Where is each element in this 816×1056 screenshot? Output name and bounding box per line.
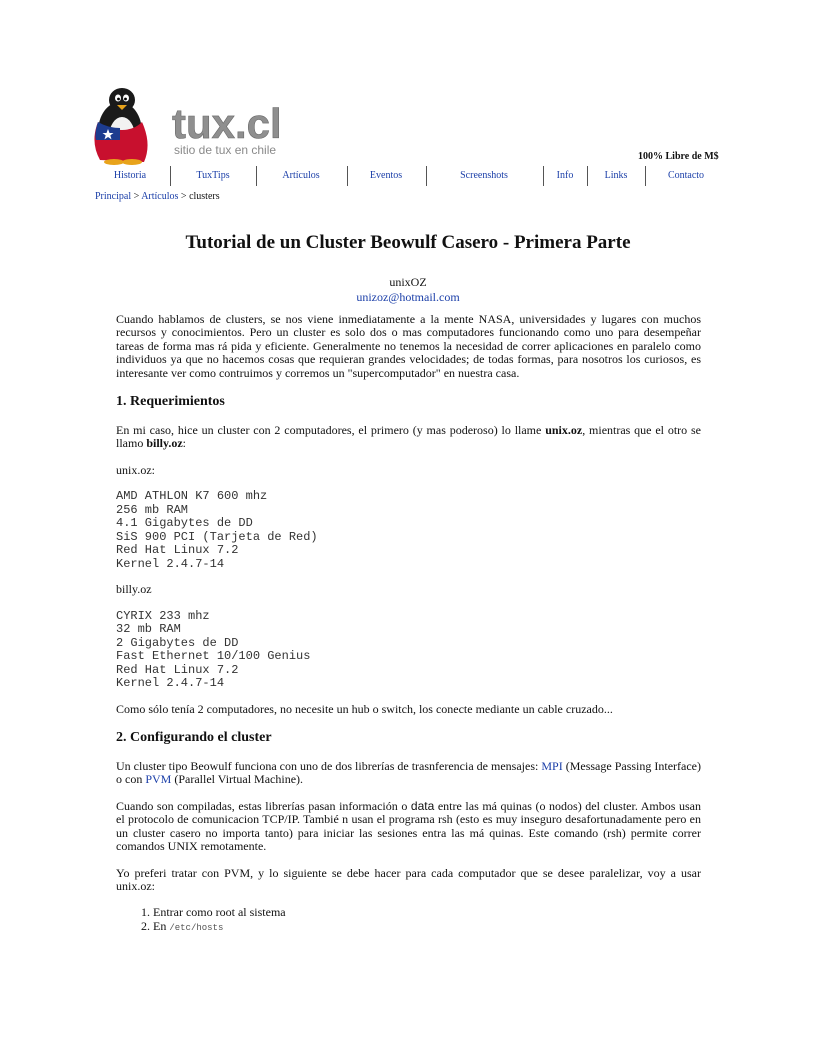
nav-separator bbox=[256, 166, 257, 186]
nav-item-articulos[interactable]: Artículos bbox=[282, 170, 320, 181]
mpi-link[interactable]: MPI bbox=[541, 759, 563, 774]
breadcrumb-separator: > bbox=[133, 191, 140, 202]
logo-subtitle: sitio de tux en chile bbox=[174, 143, 277, 157]
author-name: unixOZ bbox=[389, 275, 427, 289]
steps-list bbox=[116, 906, 701, 935]
nav-separator bbox=[426, 166, 427, 186]
host2-specs: CYRIX 233 mhz 32 mb RAM 2 Gigabytes de DD Fast Ethernet 10/100 Genius Red Hat Linux 7.2 Kernel 2.4.7-14 bbox=[116, 608, 311, 691]
libraries-paragraph bbox=[116, 760, 701, 787]
tagline: 100% Libre de M$ bbox=[638, 151, 719, 162]
text-run: (Message Passing Interface) o con bbox=[116, 759, 701, 787]
cable-paragraph: Como sólo tenía 2 computadores, no necesite un hub o switch, los conecte mediante un cable cruzado... bbox=[116, 701, 613, 716]
nav-separator bbox=[543, 166, 544, 186]
site-logo[interactable] bbox=[92, 82, 312, 166]
text-run: entre las má quinas (o nodos) del cluster. Ambos usan el protocolo de comunicacion TCP/IP. Tambié n usan el programa rsh (esto es muy inseguro desafortunadamente pero en un cluster casero no importa tanto) para iniciar las sesiones entra las má quinas. Este comando (rsh) permite correr comandos UNIX remotamente. bbox=[116, 798, 702, 854]
nav-item-links[interactable]: Links bbox=[604, 170, 628, 181]
breadcrumb bbox=[95, 191, 220, 202]
text-run: : bbox=[182, 436, 187, 451]
text-run: (Parallel Virtual Machine). bbox=[171, 772, 304, 787]
text-run: En bbox=[153, 918, 170, 933]
nav-separator bbox=[587, 166, 588, 186]
breadcrumb-home[interactable]: Principal bbox=[95, 191, 132, 202]
section-heading-configurando: 2. Configurando el cluster bbox=[116, 730, 272, 746]
text-run: Cuando son compiladas, estas librerías pasan información o bbox=[116, 798, 411, 813]
nav-item-screenshots[interactable]: Screenshots bbox=[460, 170, 508, 181]
nav-item-eventos[interactable]: Eventos bbox=[369, 170, 403, 181]
host1-label: unix.oz: bbox=[116, 462, 155, 477]
nav-item-historia[interactable]: Historia bbox=[113, 170, 147, 181]
penguin-icon bbox=[94, 88, 147, 165]
requirements-paragraph bbox=[116, 424, 701, 451]
nav-separator bbox=[645, 166, 646, 186]
article-title: Tutorial de un Cluster Beowulf Casero - Primera Parte bbox=[185, 232, 631, 253]
pvm-link[interactable]: PVM bbox=[145, 772, 172, 787]
hosts-file-path: /etc/hosts bbox=[169, 922, 224, 933]
hostname-unix: unix.oz bbox=[545, 423, 583, 438]
list-item bbox=[153, 920, 701, 936]
nav-item-contacto[interactable]: Contacto bbox=[667, 170, 705, 181]
host2-label: billy.oz bbox=[116, 582, 152, 597]
main-nav bbox=[0, 166, 816, 188]
nav-item-tuxtips[interactable]: TuxTips bbox=[196, 170, 230, 181]
nav-separator bbox=[170, 166, 171, 186]
nav-separator bbox=[347, 166, 348, 186]
article-byline bbox=[0, 275, 816, 305]
rsh-paragraph bbox=[116, 800, 701, 854]
hostname-billy: billy.oz bbox=[146, 436, 183, 451]
breadcrumb-articulos[interactable]: Artículos bbox=[141, 191, 179, 202]
breadcrumb-separator: > bbox=[180, 191, 187, 202]
author-email-link[interactable]: unizoz@hotmail.com bbox=[356, 290, 460, 304]
nav-item-info[interactable]: Info bbox=[556, 170, 574, 181]
logo-text: tux.cl bbox=[172, 100, 282, 147]
host1-specs: AMD ATHLON K7 600 mhz 256 mb RAM 4.1 Gigabytes de DD SiS 900 PCI (Tarjeta de Red) Red Hat Linux 7.2 Kernel 2.4.7-14 bbox=[116, 489, 318, 571]
text-run: , mientras que el otro se llamo bbox=[116, 423, 701, 451]
intro-paragraph: Cuando hablamos de clusters, se nos viene inmediatamente a la mente NASA, universidades y lugares con muchos recursos y conocimientos. Pero un cluster es solo dos o mas computadores funcionando como uno para desempeñar tareas de forma mas rá pida y eficiente. Generalmente no tenemos la necesidad de correr aplicaciones en paralelo como individuos ya que no hacemos cosas que requieran grandes velocidades; de todas formas, para nosotros los curiosos, es interesante ver como contruimos y corremos un "supercomputador" en nuestra casa. bbox=[116, 312, 701, 380]
breadcrumb-current: clusters bbox=[189, 191, 220, 202]
pvm-paragraph: Yo preferi tratar con PVM, y lo siguiente se debe hacer para cada computador que se desee paralelizar, voy a usar unix.oz: bbox=[116, 865, 701, 893]
data-word: data bbox=[410, 798, 435, 813]
text-run: Un cluster tipo Beowulf funciona con uno de dos librerías de trasnferencia de mensajes: bbox=[116, 759, 542, 774]
section-heading-requerimientos: 1. Requerimientos bbox=[116, 394, 225, 410]
text-run: En mi caso, hice un cluster con 2 computadores, el primero (y mas poderoso) lo llame bbox=[116, 423, 546, 438]
list-item: 1. Entrar como root al sistema bbox=[153, 906, 701, 920]
article-body bbox=[116, 313, 701, 935]
